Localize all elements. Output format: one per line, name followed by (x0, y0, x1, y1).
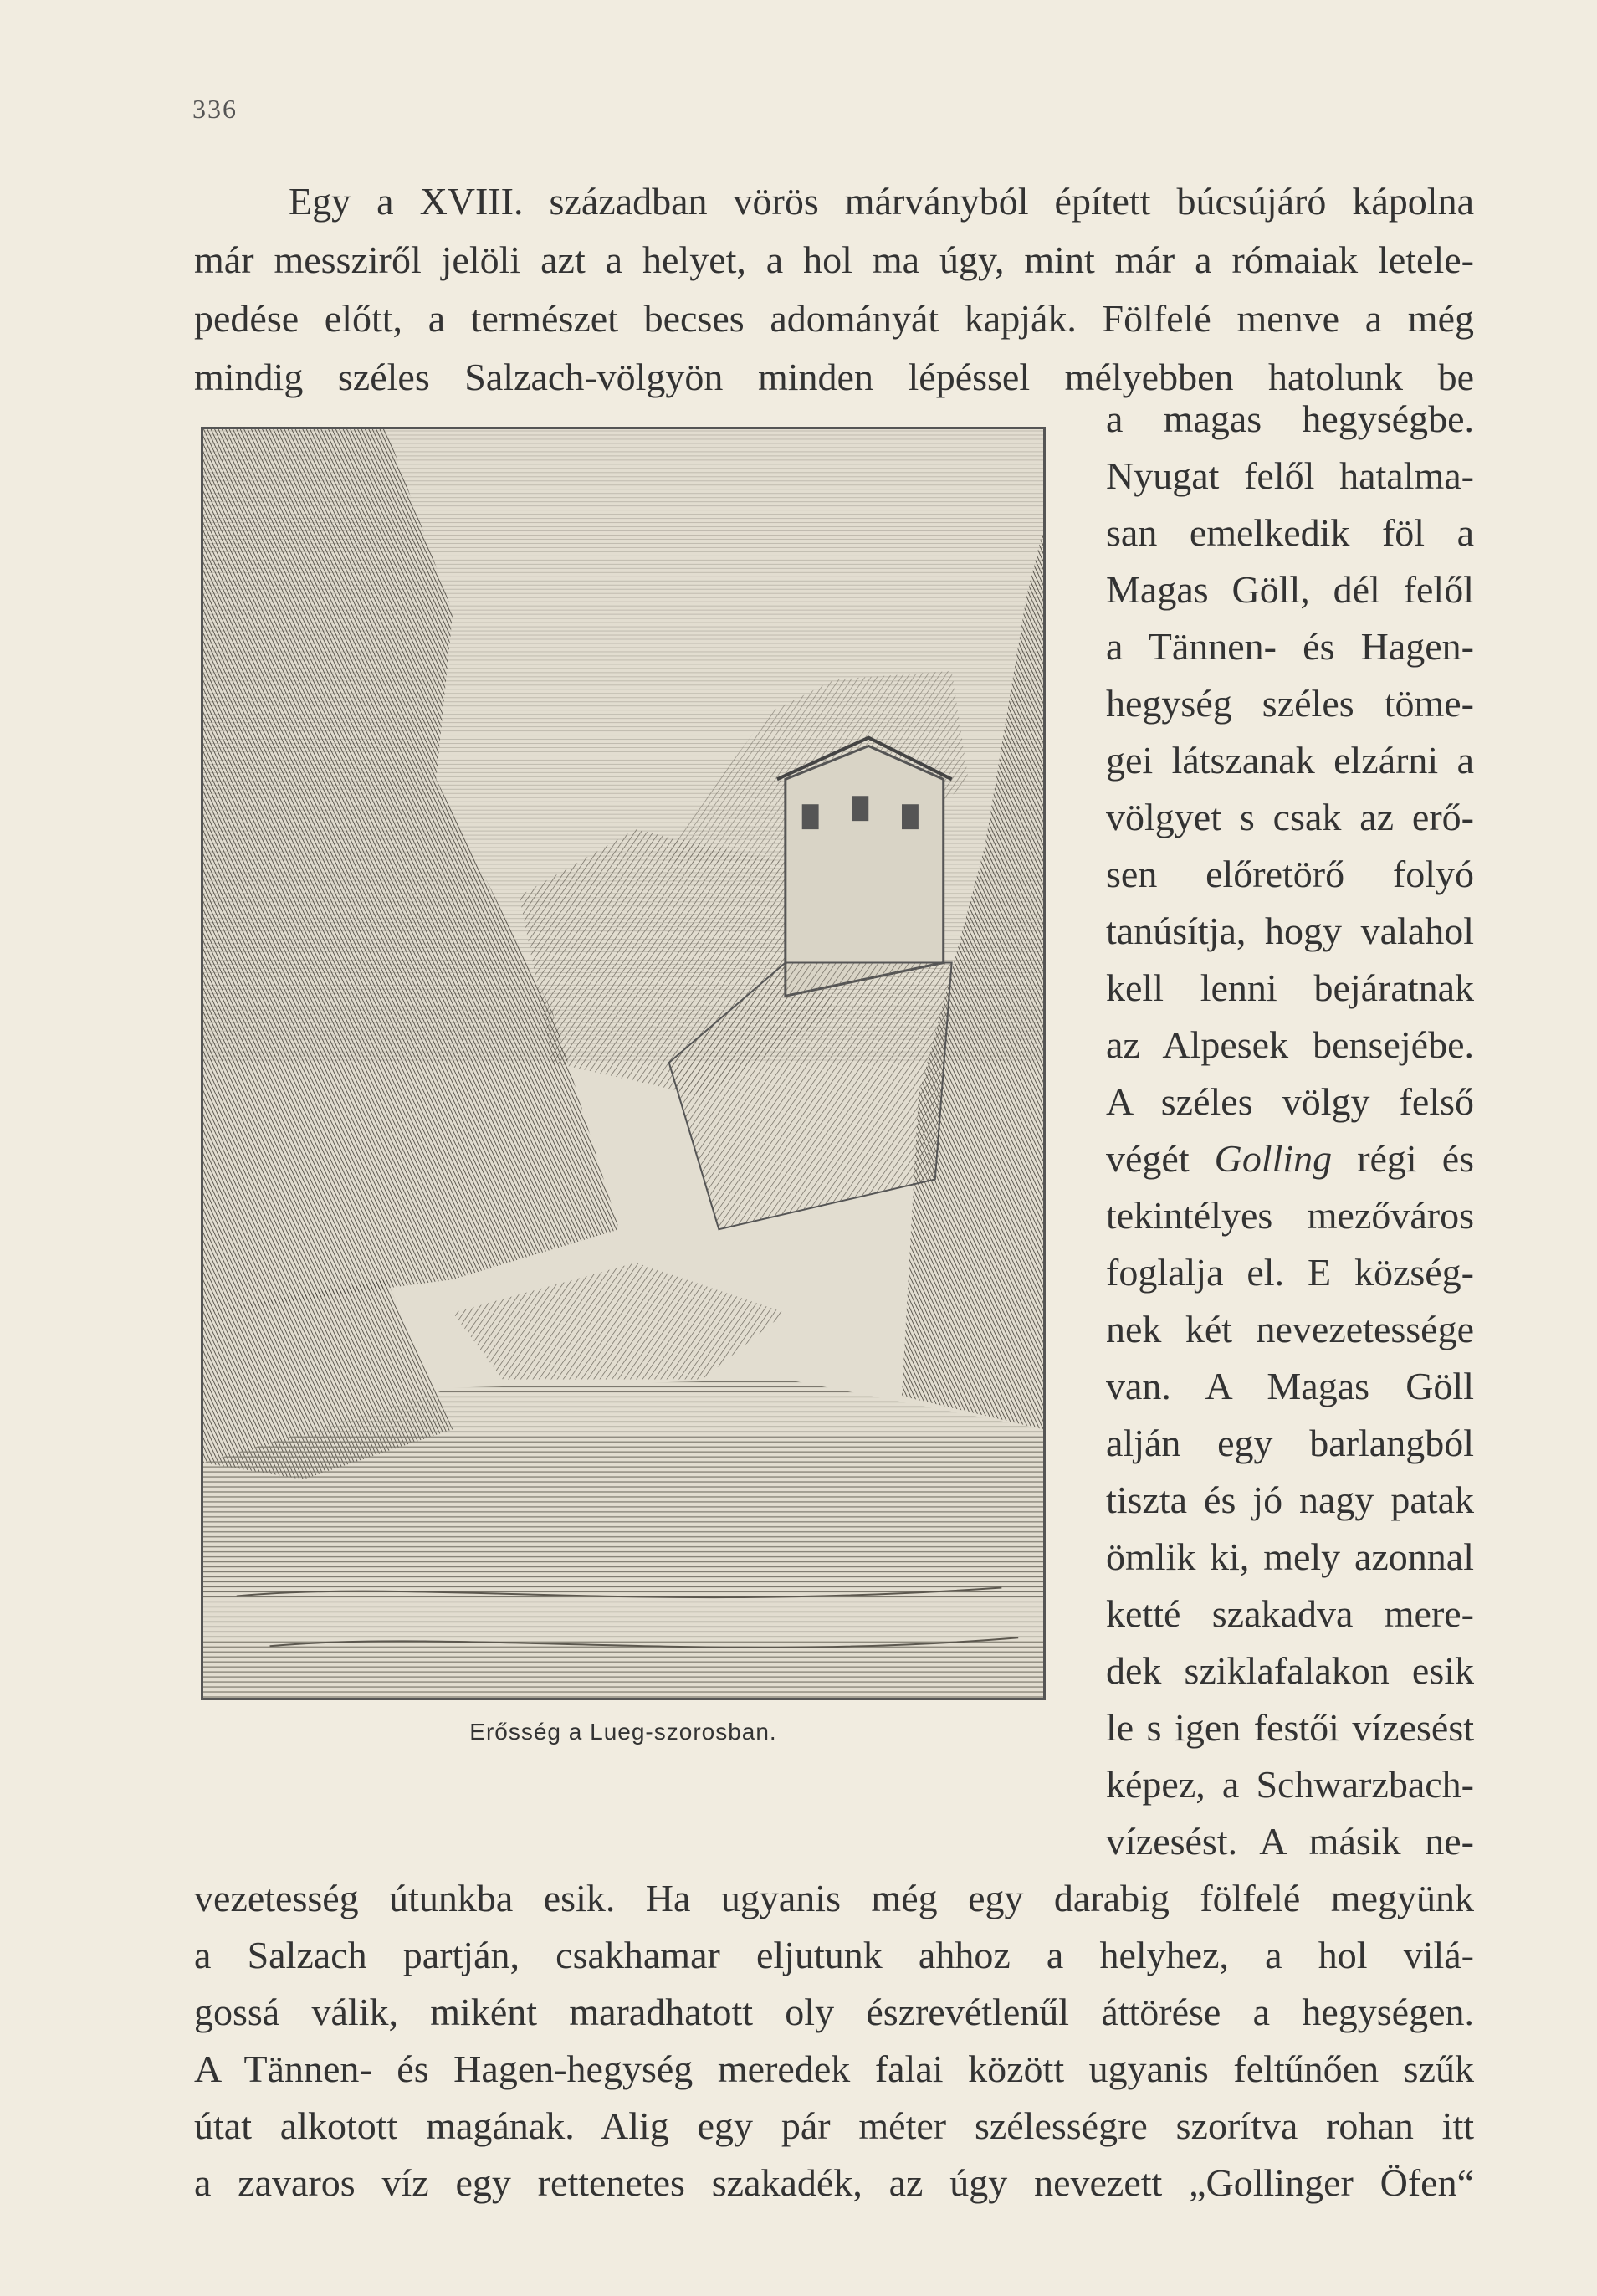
column-line: vízesést. A másik ne- (1106, 1820, 1474, 1863)
text-line: Egy a XVIII. században vörös márványból épített búcsújáró kápolna (289, 180, 1474, 223)
column-line: Magas Göll, dél felől (1106, 568, 1474, 611)
text-line: A Tännen- és Hagen-hegység meredek falai között ugyanis feltűnően szűk (194, 2047, 1474, 2090)
column-line: van. A Magas Göll (1106, 1365, 1474, 1407)
column-line (1106, 1135, 1474, 1183)
column-line: dek sziklafalakon esik (1106, 1649, 1474, 1692)
column-line: hegység széles töme- (1106, 682, 1474, 725)
column-line: völgyet s csak az erő- (1106, 796, 1474, 838)
column-line: nek két nevezetessége (1106, 1308, 1474, 1350)
figure-caption: Erősség a Lueg-szorosban. (469, 1719, 777, 1745)
gorge-fortress-engraving (203, 429, 1043, 1698)
column-word: régi és (1357, 1137, 1475, 1180)
engraving-illustration (201, 427, 1046, 1700)
column-line: képez, a Schwarzbach- (1106, 1763, 1474, 1806)
column-line: tanúsítja, hogy valahol (1106, 910, 1474, 952)
column-line: tekintélyes mezőváros (1106, 1194, 1474, 1237)
column-line: tiszta és jó nagy patak (1106, 1479, 1474, 1521)
column-line: a magas hegységbe. (1106, 397, 1474, 440)
text-line: a Salzach partján, csakhamar eljutunk ahhoz a helyhez, a hol vilá- (194, 1934, 1474, 1976)
text-line: útat alkotott magának. Alig egy pár méter szélességre szorítva rohan itt (194, 2104, 1474, 2147)
place-name-golling: Golling (1214, 1137, 1333, 1180)
column-line: ömlik ki, mely azonnal (1106, 1535, 1474, 1578)
column-line: a Tännen- és Hagen- (1106, 625, 1474, 668)
column-line: az Alpesek bensejébe. (1106, 1023, 1474, 1066)
text-line: gossá válik, miként maradhatott oly észrevétlenűl áttörése a hegységen. (194, 1991, 1474, 2033)
column-line: ketté szakadva mere- (1106, 1592, 1474, 1635)
column-line: gei látszanak elzárni a (1106, 739, 1474, 782)
text-line: már messziről jelöli azt a helyet, a hol ma úgy, mint már a rómaiak letele- (194, 238, 1474, 281)
column-line: foglalja el. E község- (1106, 1251, 1474, 1294)
text-line: mindig széles Salzach-völgyön minden lépéssel mélyebben hatolunk be (194, 356, 1474, 398)
column-line: A széles völgy felső (1106, 1080, 1474, 1123)
text-line: vezetesség útunkba esik. Ha ugyanis még egy darabig fölfelé megyünk (194, 1877, 1474, 1919)
column-line: alján egy barlangból (1106, 1422, 1474, 1464)
text-line: pedése előtt, a természet becses adományát kapják. Fölfelé menve a még (194, 297, 1474, 340)
column-line: san emelkedik föl a (1106, 511, 1474, 554)
column-line: Nyugat felől hatalma- (1106, 454, 1474, 497)
column-line: kell lenni bejáratnak (1106, 966, 1474, 1009)
column-line: sen előretörő folyó (1106, 853, 1474, 895)
column-word: végét (1106, 1137, 1190, 1180)
text-line: a zavaros víz egy rettenetes szakadék, az úgy nevezett „Gollinger Öfen“ (194, 2161, 1474, 2204)
page-number: 336 (192, 94, 238, 124)
column-line: le s igen festői vízesést (1106, 1706, 1474, 1749)
